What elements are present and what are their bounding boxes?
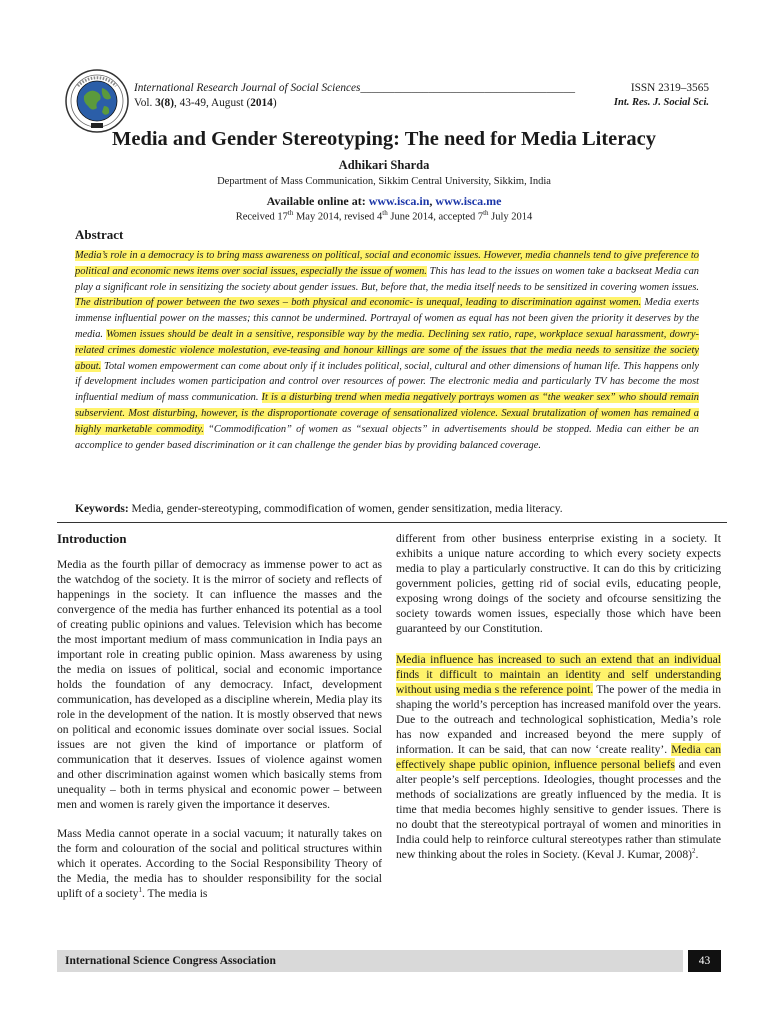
intro-paragraph-2-end: . The media is — [141, 887, 208, 900]
availability-line — [0, 194, 768, 209]
received-sup: th — [287, 209, 294, 217]
intro-text-end: . — [695, 848, 699, 861]
revised-date: May 2014, revised 4 — [293, 211, 383, 223]
isca-logo-icon — [64, 68, 130, 134]
accepted-end: July 2014 — [488, 211, 533, 223]
left-column — [57, 532, 382, 901]
abstract-text: Total women empowerment can come about only if it includes political, social, cultural and other dimensions of human life. This happens only if development includes women participation and control over resources of power. The electronic media and particularly TV has become the most influential medium of mass communication. — [75, 360, 699, 404]
footnote-ref: 1 — [138, 886, 142, 895]
abstract-highlight: It is a disturbing trend when media negatively portrays women as “the weaker sex” who should remain subservient. Most disturbing, however, is the disproportionate coverage of sensationalized violence. Sexual brutalization of women has remained a highly marketable commodity. — [75, 392, 699, 435]
accepted-date: June 2014, accepted 7 — [387, 211, 484, 223]
accepted-sup: th — [483, 209, 489, 217]
footnote-ref: 2 — [691, 847, 696, 856]
revised-sup: th — [382, 209, 388, 217]
author-name: Adhikari Sharda — [338, 158, 430, 172]
journal-underline: ______________________________________ — [360, 82, 576, 94]
volume-close: ) — [272, 97, 277, 109]
intro-paragraph-2 — [57, 826, 382, 901]
abstract-highlight: Media’s role in a democracy is to bring mass awareness on political, social and economic issues. However, media channels tend to give preference to political and economic news items over social issues, especially the issue of women. — [75, 250, 699, 277]
abstract-highlight: Women issues should be dealt in a sensitive, responsible way by the media. Declining sex ratio, rape, workplace sexual harassment, dowry-related crimes domestic violence molestation, eve-teasing and honour killings are some of the issues that the media needs to sensitize the society about. — [75, 328, 700, 372]
journal-abbrev: Int. Res. J. Social Sci. — [613, 97, 709, 108]
journal-name: International Research Journal of Social Sciences — [134, 82, 361, 94]
keywords — [75, 503, 705, 515]
isca-me-link[interactable]: www.isca.me — [435, 194, 502, 208]
abstract-body — [75, 248, 699, 453]
intro-paragraph-2-text: Mass Media cannot operate in a social vacuum; it naturally takes on the form and colouration of the social and political structures within which it operates. According to the Social Responsibility Theory of the Media, the media has to shoulder responsibility for the social uplift of a society — [57, 827, 382, 900]
abstract-text: This has lead to the issues on women take a backseat Media can play a significant role in sensitizing the society about gender issues. But, before that, the media itself needs to be sensitized in covering women issues. — [75, 265, 699, 293]
footer-bar — [57, 950, 683, 972]
intro-highlight: Media influence has increased to such an extend that an individual finds it difficult to maintain an identity and self understanding without using media s the reference point. — [396, 653, 721, 696]
author-affiliation: Department of Mass Communication, Sikkim Central University, Sikkim, India — [217, 176, 551, 187]
abstract-text: “Commodification” of women as “sexual objects” in advertisements should be stopped. Media can either be an accomplice to gender based discrimination or it can challenge the gender bias by providing balanced coverage. — [75, 423, 699, 451]
right-column — [396, 531, 721, 862]
keywords-label: Keywords: — [75, 503, 129, 515]
abstract-highlight: The distribution of power between the two sexes – both physical and economic- is unequal, leading to discrimination against women. — [75, 297, 642, 309]
abstract-text: Media exerts immense influential power on the masses; this cannot be undermined. Portrayal of women as equal has not been given the priority it deserves by the media. — [75, 297, 699, 340]
volume-year: 2014 — [250, 97, 273, 109]
keywords-text: Media, gender-stereotyping, commodification of women, gender sensitization, media literacy. — [128, 503, 563, 515]
volume-pages: , 43-49, August ( — [173, 97, 251, 109]
page-number: 43 — [688, 950, 721, 972]
issn: ISSN 2319–3565 — [630, 82, 709, 94]
intro-paragraph-3: different from other business enterprise existing in a society. It exhibits a unique nature according to which every society expects media to play a particularly constructive. It can do this by criticizing government policies, getting rid of social evils, educating people, exposing wrong doings of the society and ofcourse sensitizing the society towards women issues, especially those which have been guaranteed by our Constitution. — [396, 532, 721, 635]
journal-line — [134, 82, 709, 94]
intro-paragraph-4 — [396, 652, 721, 862]
received-date: Received 17 — [235, 211, 288, 223]
isca-in-link[interactable]: www.isca.in — [368, 194, 430, 208]
abstract-heading: Abstract — [75, 227, 124, 242]
available-label: Available online at: — [266, 194, 369, 208]
volume-prefix: Vol. — [134, 97, 156, 109]
url-separator: , — [429, 194, 436, 208]
intro-paragraph-1: Media as the fourth pillar of democracy as immense power to act as the watchdog of the society. It is the mirror of society and reflects of happenings in the society. It can influence the masses and the convergence of the media has further enhanced its potential as a tool of creating public opinions and values. Television which has become the most important medium of mass communication in India pays an important role in creating public opinion. Mass awareness by using the media on issues of political, social and economic importance holds the foundation of any democracy. Infact, development communication, has developed as a discipline wherein, Media play its role in the development of the nation. It is mostly observed that news on political and economic issues dominate over social issues. Social issues are not given the kind of importance or platform of communication that it deserves. Issues of violence against women and other discrimination against women which basically stems from unequality – both in terms physical and economic power – between men and women is rarely given the importance it deserves. — [57, 558, 382, 811]
received-dates — [0, 209, 768, 223]
volume-number: 3(8) — [155, 97, 174, 109]
footer-org: International Science Congress Association — [65, 955, 276, 967]
intro-text: and even alter people’s self perceptions. Ideologies, thought processes and the methods of socializations are greatly influenced by the media. It is time that media becomes highly sensitive to gender issues. There is no doubt that the stereotypical portrayal of women and minorities in India could help to reinforce cultural stereotypes rather than stimulate new thinking about the roles in Society. (Keval J. Kumar, 2008) — [396, 758, 721, 861]
intro-text: The power of the media in shaping the world’s perception has increased manifold over the years. Due to the outreach and technological sophistication, Media’s role has now expanded and increased beyond the mere supply of information. It can be said, that can now ‘create reality’. — [396, 683, 721, 756]
section-divider — [57, 522, 727, 523]
article-title: Media and Gender Stereotyping: The need for Media Literacy — [112, 128, 656, 150]
volume-line — [134, 97, 709, 109]
introduction-heading: Introduction — [57, 532, 127, 546]
intro-highlight: Media can effectively shape public opinion, influence personal beliefs — [396, 743, 721, 771]
